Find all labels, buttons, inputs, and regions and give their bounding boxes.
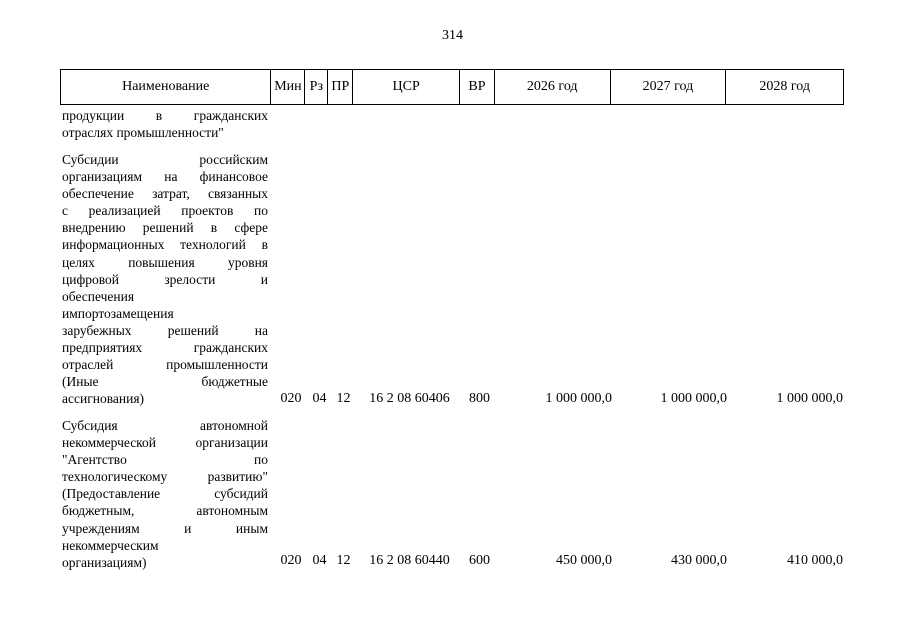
cell-2027: 1 000 000,0 (660, 391, 727, 406)
name-line: (Иные бюджетные (62, 374, 268, 390)
cell-rz: 04 (312, 553, 327, 568)
cell-2026: 450 000,0 (556, 553, 612, 568)
name-line: некоммерческим (62, 537, 159, 553)
page-number: 314 (442, 28, 463, 43)
header-2028: 2028 год (759, 79, 810, 94)
header-vr: ВР (460, 70, 495, 104)
name-line: внедрению решений в сфере (62, 220, 268, 236)
table-header (60, 69, 844, 105)
name-line: обеспечение затрат, связанных (62, 186, 268, 202)
cell-2028: 410 000,0 (787, 553, 843, 568)
cell-min: 020 (280, 553, 302, 568)
name-line: учреждениям и иным (62, 520, 268, 536)
name-line: бюджетным, автономным (62, 503, 268, 519)
name-line: предприятиях гражданских (62, 340, 268, 356)
header-2026: 2026 год (495, 70, 611, 104)
name-line: некоммерческой организации (62, 435, 268, 451)
name-line: с реализацией проектов по (62, 203, 268, 219)
cell-pr: 12 (336, 553, 351, 568)
name-line: "Агентство по (62, 452, 268, 468)
cell-2026: 1 000 000,0 (545, 391, 612, 406)
header-pr: ПР (328, 70, 353, 104)
name-line: продукции в гражданских (62, 108, 268, 123)
header-csr: ЦСР (353, 70, 460, 104)
header-rz: Рз (305, 70, 328, 104)
cell-csr: 16 2 08 60440 (369, 553, 450, 568)
table-row-name (62, 151, 268, 407)
header-min: Мин (271, 70, 305, 104)
name-line: импортозамещения (62, 305, 174, 321)
table-row-name (62, 107, 268, 141)
cell-csr: 16 2 08 60406 (369, 391, 450, 406)
cell-2027: 430 000,0 (671, 553, 727, 568)
name-line: целях повышения уровня (62, 254, 268, 270)
name-line: технологическому развитию" (62, 469, 268, 485)
name-line: цифровой зрелости и (62, 271, 268, 287)
cell-rz: 04 (312, 391, 327, 406)
cell-vr: 800 (469, 391, 490, 406)
name-line: отраслях промышленности" (62, 125, 224, 141)
table-row-name (62, 417, 268, 571)
cell-pr: 12 (336, 391, 351, 406)
cell-min: 020 (280, 391, 302, 406)
cell-vr: 600 (469, 553, 490, 568)
name-line: ассигнования) (62, 391, 145, 407)
name-line: Субсидия автономной (62, 418, 268, 433)
name-line: обеспечения (62, 288, 135, 304)
name-line: организациям на финансовое (62, 169, 268, 185)
name-line: (Предоставление субсидий (62, 486, 268, 502)
header-2027: 2027 год (611, 70, 727, 104)
name-line: отраслей промышленности (62, 357, 268, 373)
cell-2028: 1 000 000,0 (776, 391, 843, 406)
name-line: зарубежных решений на (62, 322, 268, 338)
name-line: информационных технологий в (62, 237, 268, 253)
header-name: Наименование (61, 70, 271, 104)
name-line: организациям) (62, 554, 147, 570)
name-line: Субсидии российским (62, 152, 268, 167)
